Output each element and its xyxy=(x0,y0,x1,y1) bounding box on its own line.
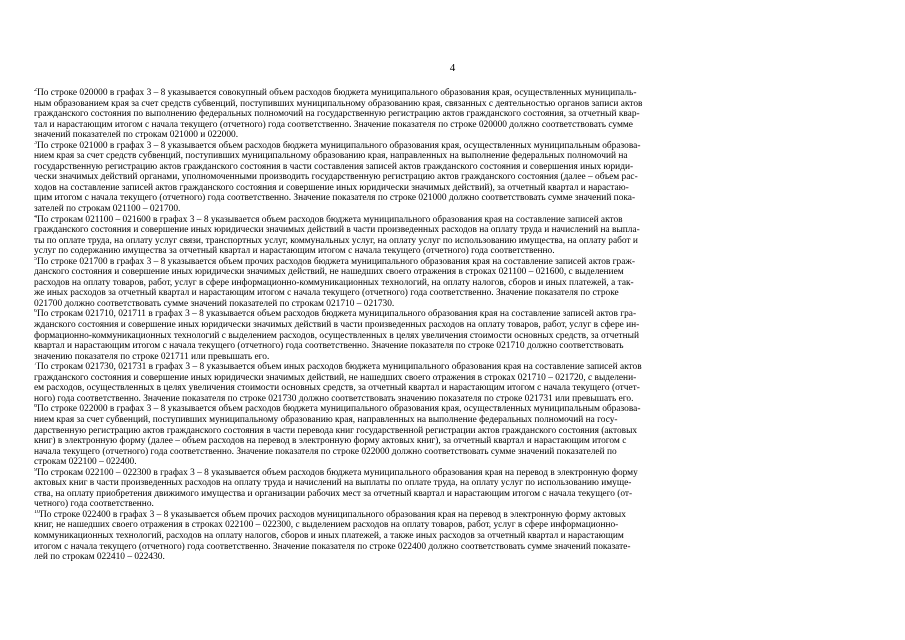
footnote-number: 10 xyxy=(34,509,40,515)
footnote-number: 2 xyxy=(34,88,37,93)
footnote-text: По строкам 021100 – 021600 в графах 3 – 8 указывается объем расходов бюджета муниципального образования края на составление записей актов xyxy=(37,214,623,225)
footnote-number: 4 xyxy=(34,214,37,220)
footnote-line: ного) года соответственно. Значение показателя по строке 021730 должно соответствовать значению показателя по строке 021731 или превышать его. xyxy=(34,393,634,404)
footnote-line: ным образованием края за счет средств субвенций, поступивших муниципальному образованию края, связанных с деятельностью органов записи актов xyxy=(34,98,643,109)
footnote xyxy=(34,215,874,257)
footnote-line: нием края за счет субвенций, поступивших муниципальному образованию края, направленных на выполнение федеральных полномочий на госу- xyxy=(34,414,618,425)
footnote-number: 5 xyxy=(34,256,37,262)
footnote xyxy=(34,309,874,362)
footnote xyxy=(34,88,874,141)
footnote-line xyxy=(34,510,874,521)
footnote-line: щим итогом с начала текущего (отчетного) года соответственно. Значение показателя по строке 021000 должно соответствовать сумме значений пока- xyxy=(34,193,636,204)
footnote xyxy=(34,404,874,467)
footnote-line: гражданского состояния по выполнению федеральных полномочий на государственную регистрацию актов гражданского состояния, за отчетный квар- xyxy=(34,109,640,120)
footnote-text: По строке 021000 в графах 3 – 8 указывается объем расходов бюджета муниципального образования края, осуществленных муниципальным образова- xyxy=(37,140,641,151)
footnote-text: По строкам 021730, 021731 в графах 3 – 8 указывается объем иных расходов бюджета муниципального образования края на составление записей актов xyxy=(37,362,642,373)
footnote-line: начала текущего (отчетного) года соответственно. Значение показателя по строке 022000 должно соответствовать сумме значений показателей по xyxy=(34,446,617,457)
footnote-line: расходов на оплату товаров, работ, услуг в сфере информационно-коммуникационных технологий, на оплату налогов, сборов и иных платежей, а так- xyxy=(34,277,634,288)
footnote-line: итогом с начала текущего (отчетного) года соответственно. Значение показателя по строке 022400 должно соответствовать сумме значений показате- xyxy=(34,541,631,552)
footnote-text: По строке 020000 в графах 3 – 8 указывается совокупный объем расходов бюджета муниципального образования края, осуществленных муниципаль- xyxy=(37,88,637,98)
footnote-line xyxy=(34,468,874,479)
footnote-text: По строке 022000 в графах 3 – 8 указывается объем расходов бюджета муниципального образования края, осуществленных муниципальным образова- xyxy=(37,404,641,415)
footnote-line xyxy=(34,404,874,415)
footnote-line: 021700 должно соответствовать сумме значений показателей по строкам 021710 – 021730. xyxy=(34,298,395,309)
footnote-line: ем расходов, осуществленных в целях увеличения стоимости основных средств, за отчетный квартал и нарастающим итогом с начала текущего (отчет- xyxy=(34,383,640,394)
footnote xyxy=(34,510,874,563)
footnote-line: четного) года соответственно. xyxy=(34,499,154,510)
footnote-line: дарственную регистрацию актов гражданского состояния в части перевода книг государственной регистрации актов гражданского состояния (актовых xyxy=(34,425,638,436)
footnote-line: услуг по содержанию имущества за отчетный квартал и нарастающим итогом с начала текущего (отчетного) года соответственно. xyxy=(34,246,555,257)
footnote-line: чески значимых действий органами, уполномоченными производить государственную регистрацию актов гражданского состояния (далее – объем рас- xyxy=(34,172,638,183)
footnote-line: актовых книг в части произведенных расходов на оплату труда и начислений на выплаты по оплате труда, на оплату услуг по использованию имуще- xyxy=(34,478,632,489)
footnote-line: же иных расходов за отчетный квартал и нарастающим итогом с начала текущего (отчетного) года соответственно. Значение показателя по строке xyxy=(34,288,619,299)
footnote-line: строкам 022100 – 022400. xyxy=(34,457,137,468)
footnote-number: 6 xyxy=(34,309,37,315)
footnote-line xyxy=(34,362,874,373)
footnote-line: нием края за счет средств субвенций, поступивших муниципальному образованию края, направленных на выполнение федеральных полномочий на xyxy=(34,151,628,162)
footnote-line: коммуникационных технологий, расходов на оплату налогов, сборов и иных платежей, а также иных расходов за отчетный квартал и нарастающим xyxy=(34,530,624,541)
footnote-line: формационно-коммуникационных технологий с выделением расходов, осуществленных в целях увеличения стоимости основных средств, за отчетный xyxy=(34,330,639,341)
footnote-line: лей по строкам 022410 – 022430. xyxy=(34,552,165,563)
footnote-line: государственную регистрацию актов гражданского состояния в части составления записей актов гражданского состояния и совершения иных юриди- xyxy=(34,161,634,172)
footnote-line: жданского состояния и совершение иных юридически значимых действий в части произведенных расходов на оплату товаров, работ, услуг в сфере ин- xyxy=(34,320,640,331)
footnote-text: По строкам 021710, 021711 в графах 3 – 8 указывается объем расходов бюджета муниципального образования края на составление записей актов гра- xyxy=(37,309,637,320)
footnote-number: 3 xyxy=(34,140,37,146)
footnote-number: 7 xyxy=(34,362,37,368)
footnote-line xyxy=(34,141,874,152)
footnote xyxy=(34,468,874,510)
footnote-line: данского состояния и совершение иных юридически значимых действий, не нашедших своего отражения в строках 021100 – 021600, с выделением xyxy=(34,267,624,278)
footnote-line xyxy=(34,215,874,226)
footnote-line: книг, не нашедших своего отражения в строках 022100 – 022300, с выделением расходов на оплату товаров, работ, услуг в сфере информационно- xyxy=(34,520,619,531)
footnote-text: По строкам 022100 – 022300 в графах 3 – 8 указывается объем расходов бюджета муниципального образования края на перевод в электронную форму xyxy=(37,467,638,478)
footnote-line: гражданского состояния и совершение иных юридически значимых действий, не нашедших своего отражения в строках 021710 – 021720, с выделени- xyxy=(34,372,637,383)
footnote-line xyxy=(34,88,874,99)
footnote xyxy=(34,257,874,310)
footnote-text: По строке 022400 в графах 3 – 8 указывается объем прочих расходов муниципального образования края на перевод в электронную форму актовых xyxy=(40,509,626,520)
footnote-number: 9 xyxy=(34,467,37,473)
footnote-line: значению показателя по строке 021711 или превышать его. xyxy=(34,351,270,362)
footnote-line xyxy=(34,309,874,320)
footnote-line: значений показателей по строкам 021000 и 022000. xyxy=(34,130,239,141)
footnote xyxy=(34,362,874,404)
footnote-line: квартал и нарастающим итогом с начала текущего (отчетного) года соответственно. Значение показателя по строке 021710 должно соответствовать xyxy=(34,341,624,352)
footnote-line: гражданского состояния и совершение иных юридически значимых действий в части произведенных расходов на оплату труда и начислений на выпла- xyxy=(34,225,640,236)
footnote-line: тал и нарастающим итогом с начала текущего (отчетного) года соответственно. Значение показателя по строке 020000 должно соответствовать сумме xyxy=(34,119,633,130)
footnote xyxy=(34,141,874,215)
footnote-line: книг) в электронную форму (далее – объем расходов на перевод в электронную форму актовых книг), за отчетный квартал и нарастающим итогом с xyxy=(34,436,627,447)
footnote-line xyxy=(34,257,874,268)
page-number: 4 xyxy=(449,62,456,74)
footnote-text: По строке 021700 в графах 3 – 8 указывается объем прочих расходов бюджета муниципального образования края на составление записей актов граж- xyxy=(37,256,635,267)
footnote-number: 8 xyxy=(34,404,37,410)
footnote-line: ходов на составление записей актов гражданского состояния и совершение иных юридически значимых действий), за отчетный квартал и нарастаю- xyxy=(34,182,629,193)
footnote-line: зателей по строкам 021100 – 021700. xyxy=(34,204,181,215)
footnote-line: ства, на оплату приобретения движимого имущества и организации рабочих мест за отчетный квартал и нарастающим итогом с начала текущего (от- xyxy=(34,488,633,499)
footnotes-block xyxy=(34,88,874,563)
footnote-line: ты по оплате труда, на оплату услуг связи, транспортных услуг, коммунальных услуг, на оплату услуг по использованию имущества, на оплату работ и xyxy=(34,235,638,246)
